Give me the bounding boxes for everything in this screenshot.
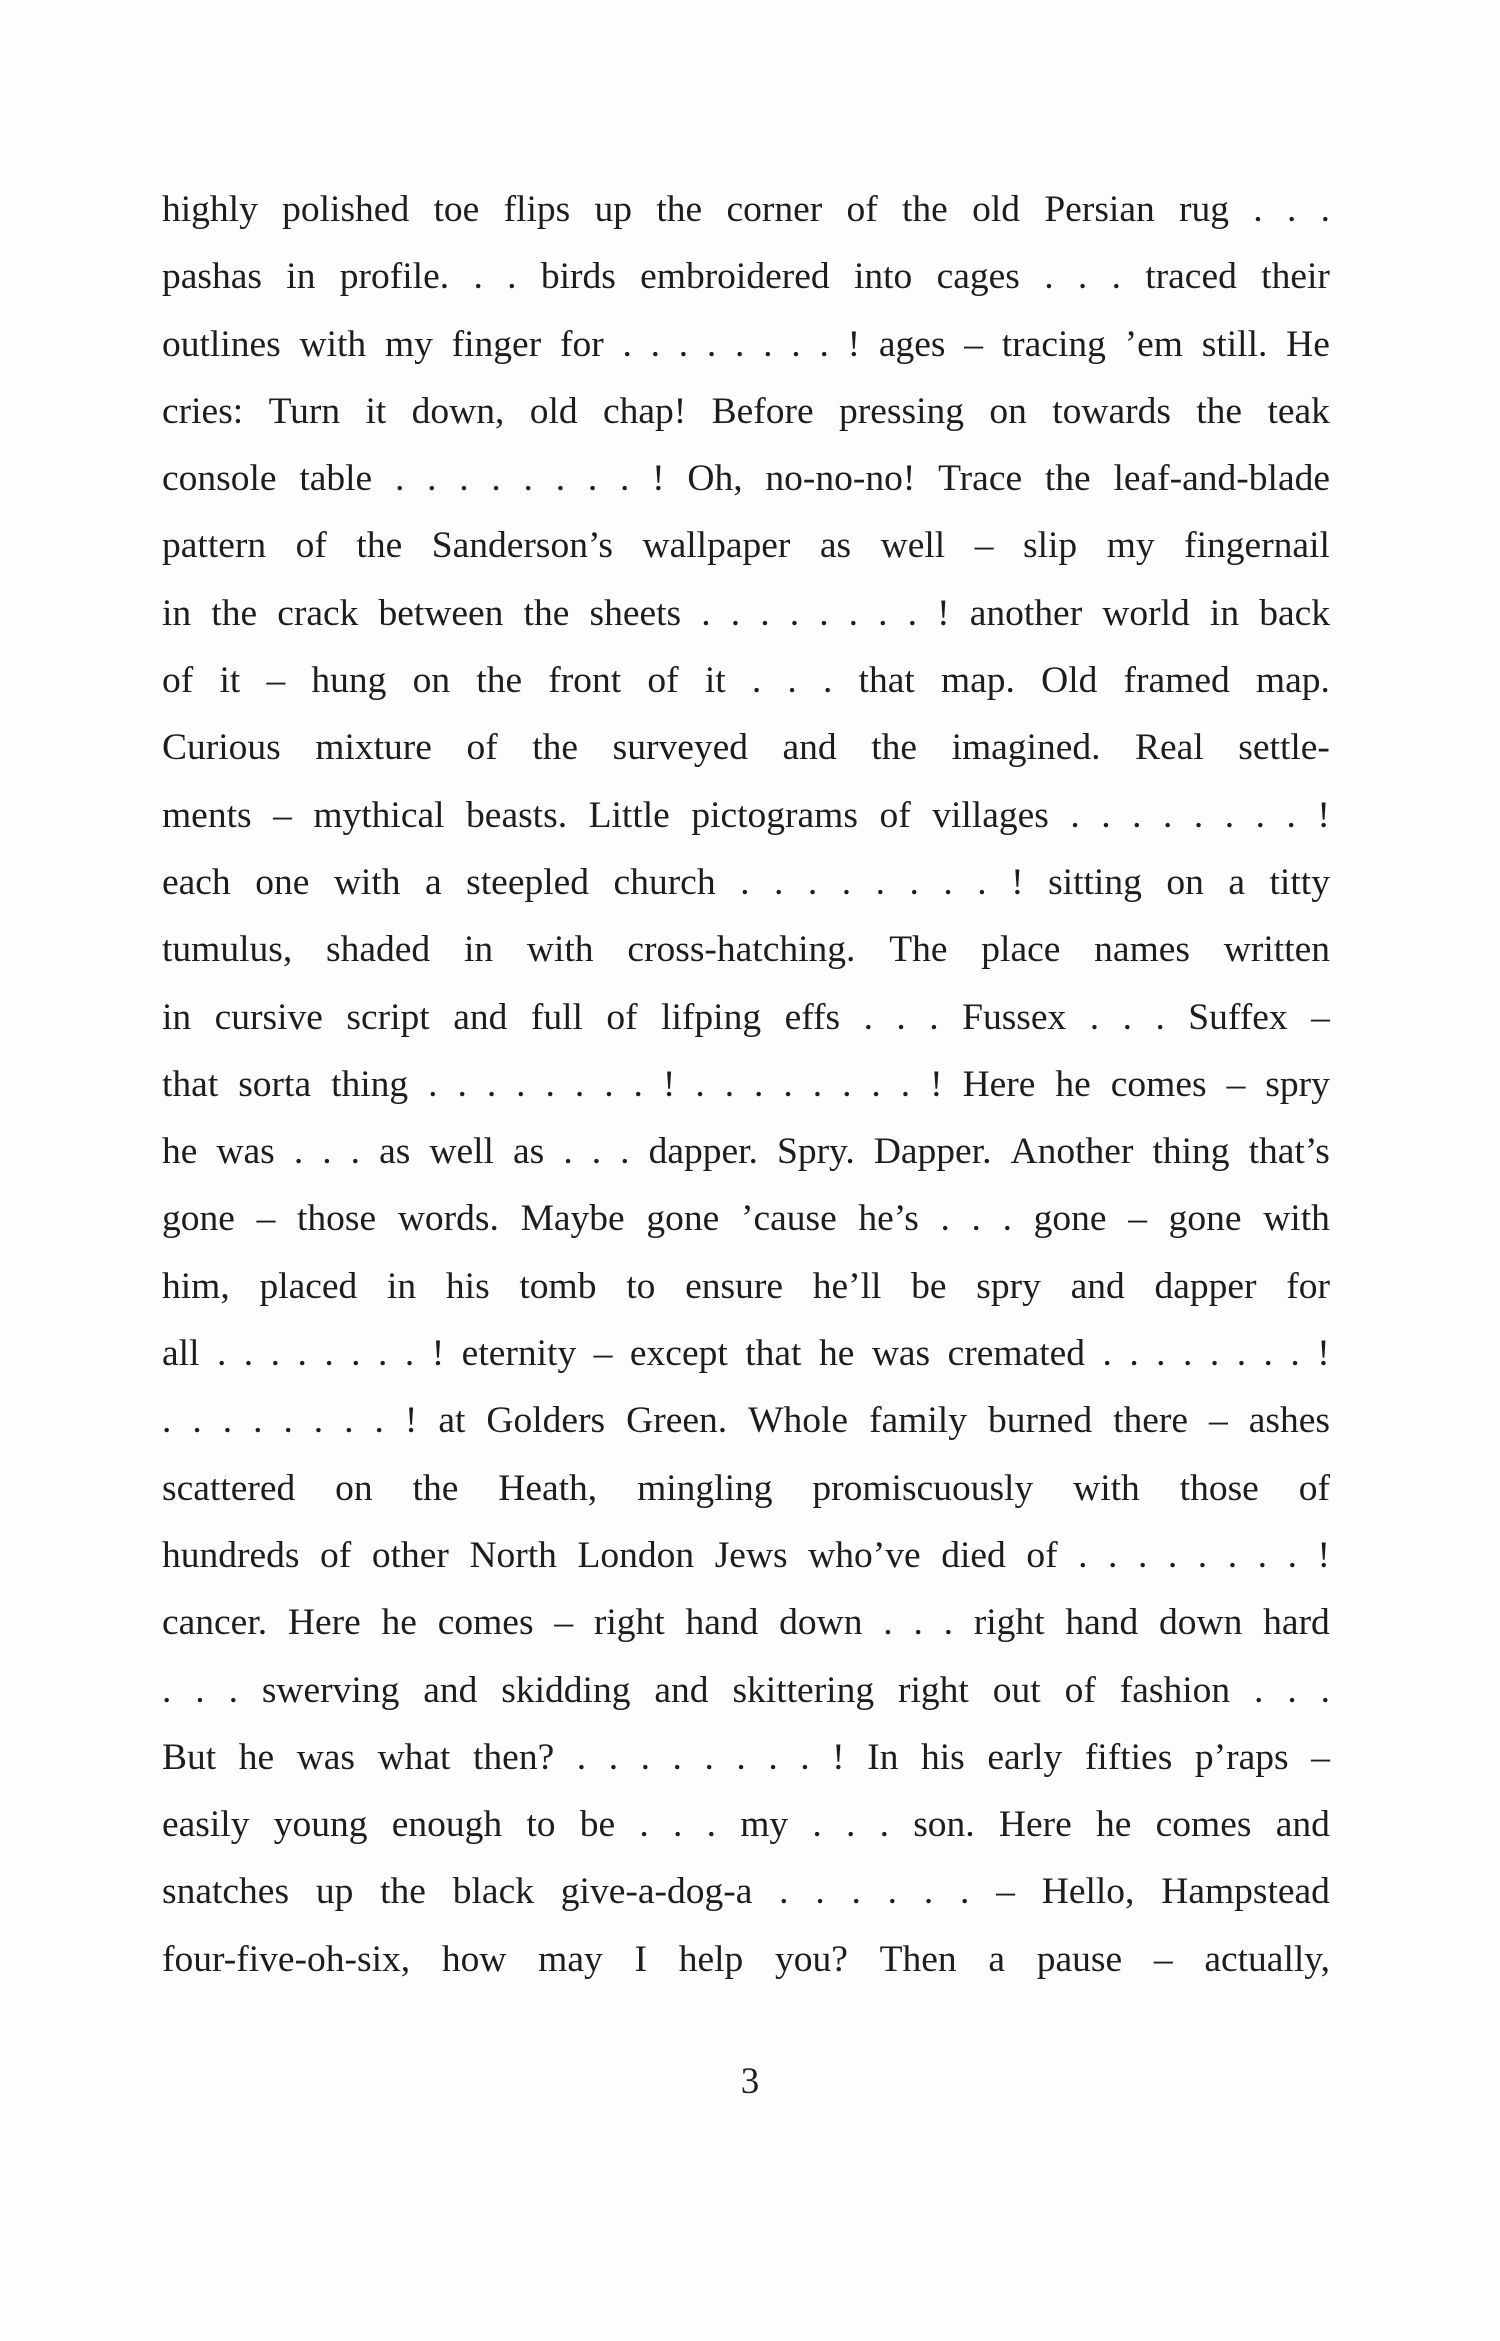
text-line-22: cancer. Here he comes – right hand down . . . right hand down hard <box>162 1602 1330 1644</box>
body-text <box>162 176 1330 1993</box>
text-line-19: . . . . . . . . ! at Golders Green. Whole family burned there – ashes <box>162 1400 1330 1442</box>
text-line-27: four-five-oh-six, how may I help you? Then a pause – actually, <box>162 1938 1330 1980</box>
text-line-18: all . . . . . . . . ! eternity – except that he was cremated . . . . . . . . ! <box>162 1333 1330 1375</box>
text-line-25: easily young enough to be . . . my . . . son. Here he comes and <box>162 1804 1330 1846</box>
text-line-6: pattern of the Sanderson’s wallpaper as well – slip my fingernail <box>162 525 1330 567</box>
text-line-4: cries: Turn it down, old chap! Before pressing on towards the teak <box>162 390 1330 432</box>
text-line-8: of it – hung on the front of it . . . that map. Old framed map. <box>162 660 1330 702</box>
text-line-15: he was . . . as well as . . . dapper. Spry. Dapper. Another thing that’s <box>162 1131 1330 1173</box>
text-line-17: him, placed in his tomb to ensure he’ll be spry and dapper for <box>162 1265 1330 1307</box>
text-line-2: pashas in profile. . . birds embroidered into cages . . . traced their <box>162 256 1330 298</box>
text-line-21: hundreds of other North London Jews who’ve died of . . . . . . . . ! <box>162 1534 1330 1576</box>
text-line-24: But he was what then? . . . . . . . . ! In his early fifties p’raps – <box>162 1736 1330 1778</box>
text-line-10: ments – mythical beasts. Little pictograms of villages . . . . . . . . ! <box>162 794 1330 836</box>
text-line-13: in cursive script and full of lifping effs . . . Fussex . . . Suffex – <box>162 996 1330 1038</box>
text-line-3: outlines with my finger for . . . . . . . . ! ages – tracing ’em still. He <box>162 323 1330 365</box>
text-line-12: tumulus, shaded in with cross-hatching. The place names written <box>162 929 1330 971</box>
text-line-20: scattered on the Heath, mingling promiscuously with those of <box>162 1467 1330 1509</box>
text-line-11: each one with a steepled church . . . . . . . . ! sitting on a titty <box>162 861 1330 903</box>
text-line-14: that sorta thing . . . . . . . . ! . . . . . . . . ! Here he comes – spry <box>162 1063 1330 1105</box>
text-line-7: in the crack between the sheets . . . . . . . . ! another world in back <box>162 592 1330 634</box>
text-line-1: highly polished toe flips up the corner of the old Persian rug . . . <box>162 189 1330 230</box>
page-number: 3 <box>740 2061 760 2102</box>
text-line-26: snatches up the black give-a-dog-a . . . . . . – Hello, Hampstead <box>162 1871 1330 1913</box>
text-line-9: Curious mixture of the surveyed and the imagined. Real settle- <box>162 727 1330 769</box>
text-line-23: . . . swerving and skidding and skittering right out of fashion . . . <box>162 1669 1330 1711</box>
text-line-16: gone – those words. Maybe gone ’cause he’s . . . gone – gone with <box>162 1198 1330 1240</box>
text-line-5: console table . . . . . . . . ! Oh, no-no-no! Trace the leaf-and-blade <box>162 458 1330 500</box>
